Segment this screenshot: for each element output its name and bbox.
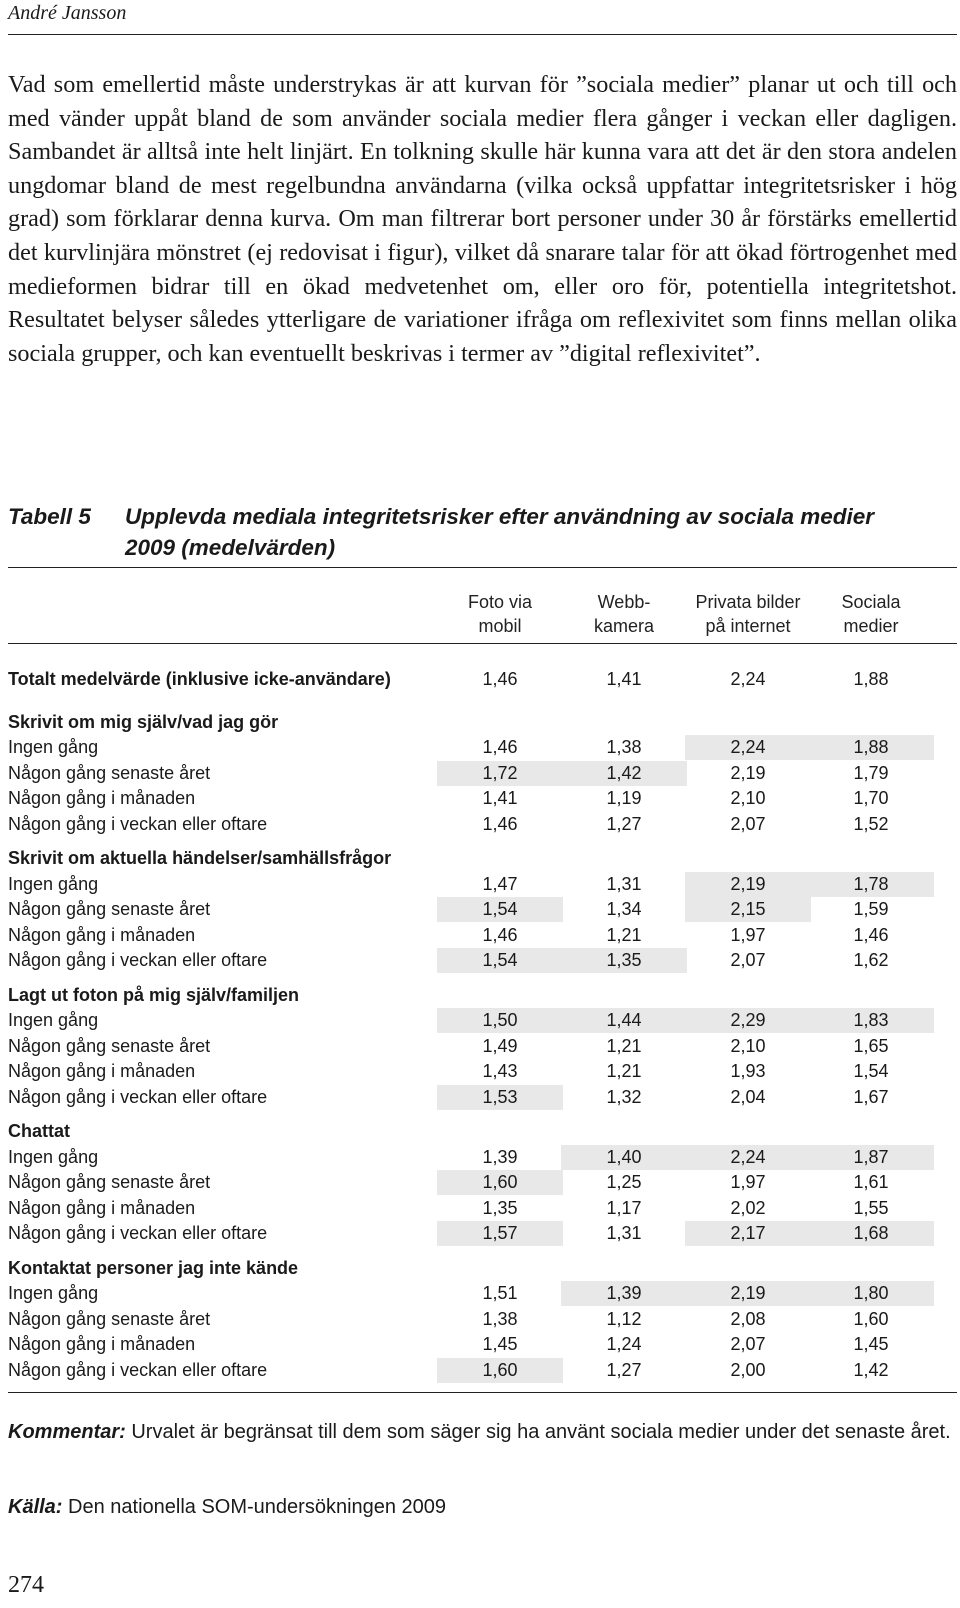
row-label: Någon gång i månaden xyxy=(8,1061,196,1081)
table-row xyxy=(8,1008,957,1033)
table-cell: 1,68 xyxy=(808,1221,934,1246)
table-cell: 1,45 xyxy=(482,1334,518,1354)
table-cell: 2,19 xyxy=(685,872,811,897)
table-row xyxy=(8,1307,957,1332)
header-rule xyxy=(8,34,957,35)
table-row xyxy=(8,923,957,948)
table-total-row xyxy=(8,667,957,692)
column-header-line: medier xyxy=(843,616,899,636)
column-header-line: Sociala xyxy=(841,592,901,612)
body-paragraph: Vad som emellertid måste understrykas är att kurvan för ”sociala medier” planar ut och till och med vänder uppåt bland de som använder sociala medier flera gånger i veckan eller dagligen. Sambandet är alltså inte helt linjärt. En tolkning skulle här kunna vara att det är den stora andelen ungdomar bland de mest regelbundna användarna (vilka också uppfattar integritetsrisker i hög grad) som förklarar denna kurva. Om man filtrerar bort personer under 30 år förstärks emellertid det kurvlinjära mönstret (ej redovisat i figur), vilket då snarare talar för att ökad förtrogenhet med medieformen bidrar till en ökad medvetenhet om, eller oro för, potentiella integritetshot. Resultatet belyser således ytterligare de variationer ifråga om reflexivitet som finns mellan olika sociala grupper, och kan eventuellt beskrivas i termer av ”digital reflexivitet”. xyxy=(8,71,957,367)
table-group-row xyxy=(8,1119,957,1144)
table-group-row xyxy=(8,1256,957,1281)
table-row xyxy=(8,1059,957,1084)
column-header-sociala-medier xyxy=(808,590,934,638)
table-group-row xyxy=(8,983,957,1008)
table-cell: 1,79 xyxy=(853,762,889,783)
table-cell: 1,97 xyxy=(730,1172,766,1192)
table-cell: 1,21 xyxy=(606,1035,642,1056)
table-cell: 1,83 xyxy=(808,1008,934,1033)
row-label: Någon gång senaste året xyxy=(8,899,211,919)
table-row xyxy=(8,735,957,760)
row-label: Någon gång i veckan eller oftare xyxy=(8,1359,268,1380)
table-cell: 2,00 xyxy=(730,1359,766,1380)
table-cell: 1,32 xyxy=(606,1086,642,1107)
table-cell: 1,39 xyxy=(561,1281,687,1306)
column-header-line: Privata bilder xyxy=(695,592,801,612)
row-label: Totalt medelvärde (inklusive icke-användare) xyxy=(8,669,391,689)
running-head: André Jansson xyxy=(8,2,127,24)
table-label: Tabell 5 xyxy=(8,504,91,529)
table-cell: 1,87 xyxy=(808,1145,934,1170)
table-bottom-rule xyxy=(8,1392,957,1393)
table-header-rule xyxy=(8,643,957,644)
row-label: Lagt ut foton på mig själv/familjen xyxy=(8,984,300,1005)
table-cell: 1,31 xyxy=(606,1223,642,1243)
table-cell: 2,15 xyxy=(685,897,811,922)
table-caption: Upplevda mediala integritetsrisker efter användning av sociala medier 2009 (medelvärden) xyxy=(125,504,875,560)
table-cell: 1,31 xyxy=(606,873,642,894)
table-row xyxy=(8,1085,957,1110)
table-cell: 1,54 xyxy=(437,897,563,922)
row-label: Någon gång senaste året xyxy=(8,1172,211,1192)
row-label: Kontaktat personer jag inte kände xyxy=(8,1257,299,1278)
table-cell: 2,10 xyxy=(730,788,766,808)
column-header-line: Webb- xyxy=(597,592,651,612)
table-cell: 1,27 xyxy=(606,813,642,834)
table-cell: 1,50 xyxy=(437,1008,563,1033)
row-label: Chattat xyxy=(8,1121,70,1141)
table-cell: 1,93 xyxy=(730,1061,766,1081)
table-cell: 1,21 xyxy=(606,1061,642,1081)
table-cell: 1,41 xyxy=(606,669,642,689)
column-header-webbkamera xyxy=(561,590,687,638)
row-label: Ingen gång xyxy=(8,873,99,894)
table-cell: 1,61 xyxy=(853,1172,889,1192)
source-label: Källa: xyxy=(8,1496,63,1518)
table-source xyxy=(8,1493,957,1521)
table-row xyxy=(8,1221,957,1246)
table-cell: 1,25 xyxy=(606,1172,642,1192)
table-cell: 1,46 xyxy=(482,669,518,689)
row-label: Ingen gång xyxy=(8,1146,99,1167)
row-label: Någon gång senaste året xyxy=(8,1035,211,1056)
table-row xyxy=(8,786,957,811)
table-cell: 2,17 xyxy=(685,1221,811,1246)
row-label: Ingen gång xyxy=(8,1010,99,1030)
table-cell: 1,65 xyxy=(853,1035,889,1056)
table-cell: 1,24 xyxy=(606,1334,642,1354)
table-cell: 1,42 xyxy=(853,1359,889,1380)
row-label: Någon gång senaste året xyxy=(8,762,211,783)
table-comment xyxy=(8,1418,957,1446)
table-row xyxy=(8,948,957,973)
column-header-foto-via-mobil xyxy=(437,590,563,638)
page-number: 274 xyxy=(8,1572,44,1598)
row-label: Någon gång i veckan eller oftare xyxy=(8,813,268,834)
table-cell: 1,55 xyxy=(853,1197,889,1218)
table-cell: 1,45 xyxy=(853,1334,889,1354)
table-cell: 2,07 xyxy=(730,950,766,970)
table-cell: 1,39 xyxy=(482,1146,518,1167)
row-label: Någon gång i månaden xyxy=(8,924,196,945)
table-cell: 2,29 xyxy=(685,1008,811,1033)
table-cell: 1,60 xyxy=(437,1170,563,1195)
table-cell: 1,70 xyxy=(853,788,889,808)
row-label: Någon gång i veckan eller oftare xyxy=(8,950,268,970)
table-cell: 1,46 xyxy=(482,737,518,757)
table-cell: 1,17 xyxy=(606,1197,642,1218)
column-header-line: på internet xyxy=(705,616,791,636)
table-row xyxy=(8,1034,957,1059)
table-cell: 1,80 xyxy=(808,1281,934,1306)
table-cell: 1,12 xyxy=(606,1308,642,1329)
table-group-row xyxy=(8,710,957,735)
table-cell: 1,27 xyxy=(606,1359,642,1380)
table-row xyxy=(8,872,957,897)
table-cell: 1,38 xyxy=(482,1308,518,1329)
table-cell: 1,67 xyxy=(853,1086,889,1107)
table-cell: 2,10 xyxy=(730,1035,766,1056)
table-cell: 2,07 xyxy=(730,813,766,834)
table-cell: 1,19 xyxy=(606,788,642,808)
column-header-privata-bilder xyxy=(685,590,811,638)
table-cell: 2,19 xyxy=(730,762,766,783)
table-cell: 2,04 xyxy=(730,1086,766,1107)
table-cell: 1,42 xyxy=(561,761,687,786)
table-cell: 1,54 xyxy=(437,948,563,973)
column-header-line: kamera xyxy=(593,616,655,636)
table-cell: 1,46 xyxy=(853,924,889,945)
table-cell: 1,60 xyxy=(437,1358,563,1383)
table-cell: 1,41 xyxy=(482,788,518,808)
table-cell: 1,34 xyxy=(606,899,642,919)
row-label: Skrivit om mig själv/vad jag gör xyxy=(8,711,279,732)
table-group-row xyxy=(8,846,957,871)
table-cell: 2,02 xyxy=(730,1197,766,1218)
source-text: Den nationella SOM-undersökningen 2009 xyxy=(62,1496,447,1518)
row-label: Ingen gång xyxy=(8,1283,99,1303)
table-cell: 1,40 xyxy=(561,1145,687,1170)
row-label: Någon gång i veckan eller oftare xyxy=(8,1086,268,1107)
row-label: Någon gång i månaden xyxy=(8,1334,196,1354)
table-cell: 1,52 xyxy=(853,813,889,834)
table-cell: 1,47 xyxy=(482,873,518,894)
row-label: Skrivit om aktuella händelser/samhällsfrågor xyxy=(8,848,392,868)
table-row xyxy=(8,761,957,786)
row-label: Någon gång i veckan eller oftare xyxy=(8,1223,268,1243)
table-cell: 1,72 xyxy=(437,761,563,786)
table-cell: 1,35 xyxy=(561,948,687,973)
table-cell: 1,60 xyxy=(853,1308,889,1329)
table-cell: 2,24 xyxy=(730,669,766,689)
table-cell: 1,49 xyxy=(482,1035,518,1056)
table-row xyxy=(8,812,957,837)
table-row xyxy=(8,1358,957,1383)
table-cell: 1,46 xyxy=(482,813,518,834)
table-cell: 2,07 xyxy=(730,1334,766,1354)
column-header-line: mobil xyxy=(478,616,522,636)
comment-text: Urvalet är begränsat till dem som säger sig ha använt sociala medier under det senaste året. xyxy=(125,1421,951,1443)
table-cell: 1,54 xyxy=(853,1061,889,1081)
table-cell: 1,46 xyxy=(482,924,518,945)
column-header-line: Foto via xyxy=(467,592,533,612)
table-row xyxy=(8,897,957,922)
table-cell: 2,19 xyxy=(685,1281,811,1306)
table-cell: 1,97 xyxy=(730,924,766,945)
table-cell: 2,24 xyxy=(685,735,811,760)
table-cell: 1,88 xyxy=(808,735,934,760)
table-row xyxy=(8,1281,957,1306)
table-cell: 1,44 xyxy=(561,1008,687,1033)
table-cell: 1,88 xyxy=(853,669,889,689)
table-cell: 1,21 xyxy=(606,924,642,945)
table-cell: 1,51 xyxy=(482,1283,518,1303)
row-label: Någon gång i månaden xyxy=(8,788,196,808)
table-cell: 1,59 xyxy=(853,899,889,919)
table-cell: 1,35 xyxy=(482,1197,518,1218)
table-row xyxy=(8,1196,957,1221)
table-cell: 1,78 xyxy=(808,872,934,897)
row-label: Någon gång senaste året xyxy=(8,1308,211,1329)
table-row xyxy=(8,1170,957,1195)
row-label: Någon gång i månaden xyxy=(8,1197,196,1218)
table-cell: 1,62 xyxy=(853,950,889,970)
table-cell: 1,53 xyxy=(437,1085,563,1110)
table-cell: 1,38 xyxy=(606,737,642,757)
table-cell: 1,57 xyxy=(437,1221,563,1246)
table-cell: 2,08 xyxy=(730,1308,766,1329)
table-row xyxy=(8,1332,957,1357)
table-top-rule xyxy=(8,567,957,568)
row-label: Ingen gång xyxy=(8,737,99,757)
comment-label: Kommentar: xyxy=(8,1421,126,1443)
table-row xyxy=(8,1145,957,1170)
table-cell: 2,24 xyxy=(685,1145,811,1170)
table-cell: 1,43 xyxy=(482,1061,518,1081)
